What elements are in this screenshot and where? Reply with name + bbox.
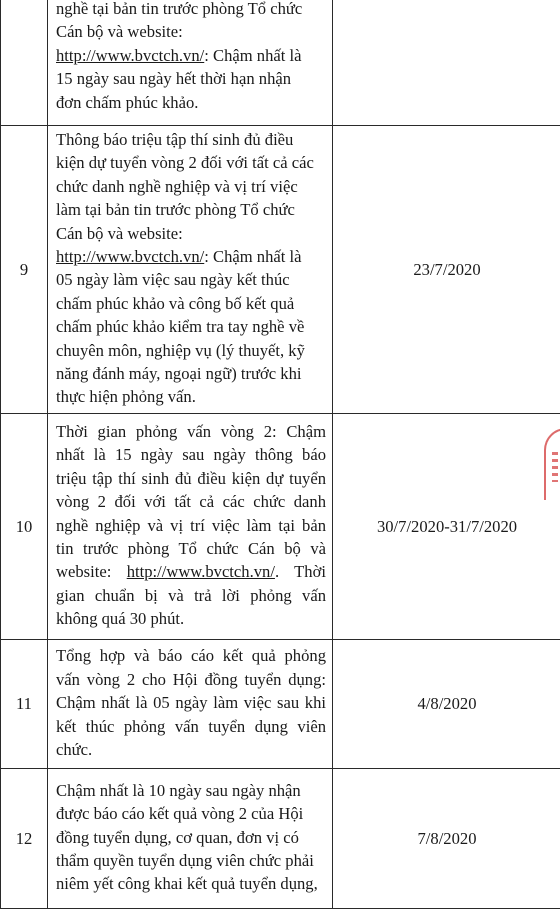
- description-line: 15 ngày sau ngày hết thời hạn nhận: [56, 67, 326, 90]
- description-line: vấn vòng 2 cho Hội đồng tuyển dụng:: [56, 668, 326, 691]
- description-line: Cán bộ và website:: [56, 20, 326, 43]
- row-number: [1, 0, 48, 126]
- description-line: triệu tập thí sinh đủ điều kiện dự tuyển: [56, 467, 326, 490]
- row-description: [48, 413, 333, 639]
- description-line: thực hiện phỏng vấn.: [56, 385, 326, 408]
- row-date: [333, 0, 560, 126]
- description-line: gian chuẩn bị và trả lời phỏng vấn: [56, 584, 326, 607]
- description-line: nhất là 15 ngày sau ngày thông báo: [56, 443, 326, 466]
- description-line: Thông báo triệu tập thí sinh đủ điều: [56, 128, 326, 151]
- description-line: đơn chấm phúc khảo.: [56, 91, 326, 114]
- description-line: chức danh nghề nghiệp và vị trí việc: [56, 175, 326, 198]
- row-description: [48, 126, 333, 414]
- row-description: [48, 639, 333, 768]
- row-number: 12: [1, 768, 48, 908]
- description-line: chuyên môn, nghiệp vụ (lý thuyết, kỹ: [56, 339, 326, 362]
- row-number: 10: [1, 413, 48, 639]
- description-line: kiện dự tuyển vòng 2 đối với tất cả các: [56, 151, 326, 174]
- description-line: nghề nghiệp và vị trí việc làm tại bản: [56, 514, 326, 537]
- description-line: đồng tuyển dụng, cơ quan, đơn vị có: [56, 826, 326, 849]
- row-date: 7/8/2020: [333, 768, 560, 908]
- row-date: 23/7/2020: [333, 126, 560, 414]
- description-line: không quá 30 phút.: [56, 607, 326, 630]
- description-line: niêm yết công khai kết quả tuyển dụng,: [56, 872, 326, 895]
- description-line: Chậm nhất là 10 ngày sau ngày nhận: [56, 779, 326, 802]
- red-seal-stamp-detail: [552, 452, 558, 482]
- row-date: 4/8/2020: [333, 639, 560, 768]
- description-line: Tổng hợp và báo cáo kết quả phỏng: [56, 644, 326, 667]
- description-line: Chậm nhất là 05 ngày làm việc sau khi: [56, 691, 326, 714]
- description-line: http://www.bvctch.vn/: Chậm nhất là: [56, 245, 326, 268]
- table-row: [1, 768, 560, 908]
- description-line: chấm phúc khảo và công bố kết quả: [56, 292, 326, 315]
- description-line: năng đánh máy, ngoại ngữ) trước khi: [56, 362, 326, 385]
- row-date: 30/7/2020-31/7/2020: [333, 413, 560, 639]
- table-row: [1, 639, 560, 768]
- description-line: chấm phúc khảo kiểm tra tay nghề về: [56, 315, 326, 338]
- row-number: 11: [1, 639, 48, 768]
- description-line: được báo cáo kết quả vòng 2 của Hội: [56, 802, 326, 825]
- table-row: [1, 126, 560, 414]
- description-line: chức.: [56, 738, 326, 761]
- row-description: [48, 0, 333, 126]
- description-line: http://www.bvctch.vn/: Chậm nhất là: [56, 44, 326, 67]
- description-line: Thời gian phỏng vấn vòng 2: Chậm: [56, 420, 326, 443]
- description-line: thẩm quyền tuyển dụng viên chức phải: [56, 849, 326, 872]
- description-line: nghề tại bản tin trước phòng Tổ chức: [56, 0, 326, 20]
- row-number: 9: [1, 126, 48, 414]
- table-row: [1, 0, 560, 126]
- description-line: làm tại bản tin trước phòng Tổ chức: [56, 198, 326, 221]
- description-line: Cán bộ và website:: [56, 222, 326, 245]
- description-line: 05 ngày làm việc sau ngày kết thúc: [56, 268, 326, 291]
- description-line: vòng 2 đối với tất cả các chức danh: [56, 490, 326, 513]
- table-row: [1, 413, 560, 639]
- description-line: tin trước phòng Tổ chức Cán bộ và: [56, 537, 326, 560]
- description-line: website: http://www.bvctch.vn/. Thời: [56, 560, 326, 583]
- row-description: [48, 768, 333, 908]
- description-line: kết thúc phỏng vấn tuyển dụng viên: [56, 715, 326, 738]
